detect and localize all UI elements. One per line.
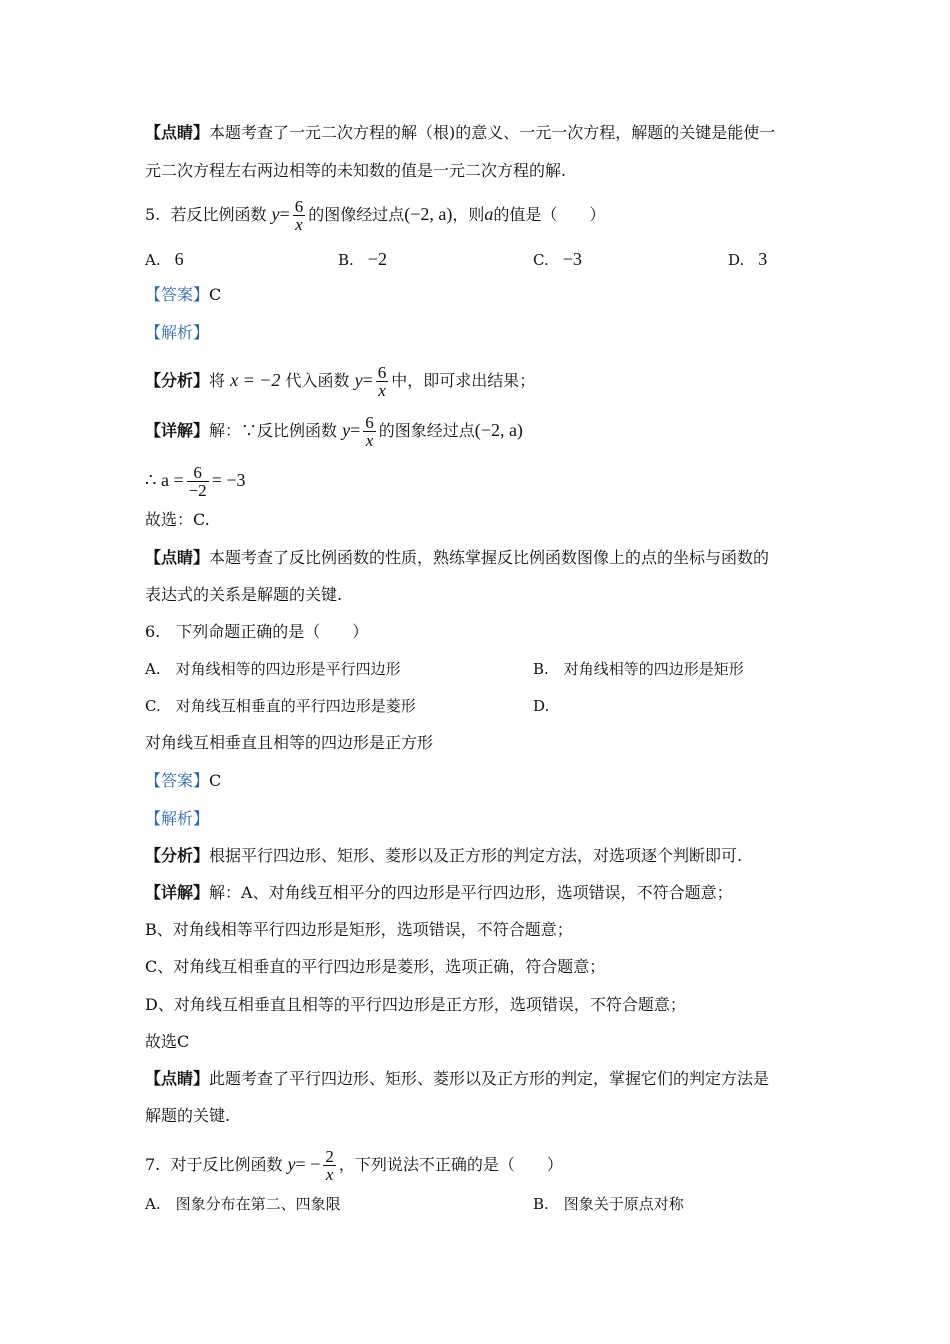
q6-choose: 故选C — [145, 1032, 190, 1051]
q6-stem: 6. 下列命题正确的是（ ） — [145, 622, 369, 641]
q5-xiangjie: 【详解】解：∵反比例函数 y= $\frac{6}{x}$ 的图象经过点(−2, a) — [145, 413, 523, 450]
q6-answer: 【答案】C — [145, 771, 222, 790]
prev-dianjing-line1: 【点睛】本题考查了一元二次方程的解（根)的意义、一元一次方程，解题的关键是能使一 — [145, 123, 776, 142]
prev-dianjing-line2: 元二次方程左右两边相等的未知数的值是一元二次方程的解. — [145, 161, 567, 180]
q6-line-b: B、对角线相等平行四边形是矩形，选项错误，不符合题意； — [145, 920, 573, 939]
q6-line-d: D、对角线互相垂直且相等的平行四边形是正方形，选项错误，不符合题意； — [145, 995, 686, 1014]
q7-fraction: $\frac{2}{x}$ — [325, 1147, 334, 1184]
q5-calc: ∴ a = $\frac{6}{-2}$ = −3 — [145, 463, 246, 500]
q6-xiangjie: 【详解】解：A、对角线互相平分的四边形是平行四边形，选项错误，不符合题意； — [145, 883, 733, 902]
q5-option-c: C. −3 — [533, 249, 582, 269]
q6-option-b: B. 对角线相等的四边形是矩形 — [533, 660, 744, 678]
q5-option-d: D. 3 — [728, 249, 768, 269]
q6-dianjing-line1: 【点睛】此题考查了平行四边形、矩形、菱形以及正方形的判定，掌握它们的判定方法是 — [145, 1069, 770, 1088]
q6-line-c: C、对角线互相垂直的平行四边形是菱形，选项正确，符合题意； — [145, 957, 606, 976]
q6-option-d: D. — [533, 697, 550, 715]
q5-dianjing-line1: 【点睛】本题考查了反比例函数的性质，熟练掌握反比例函数图像上的点的坐标与函数的 — [145, 548, 770, 567]
q6-option-d-text: 对角线互相垂直且相等的四边形是正方形 — [145, 733, 434, 752]
q5-fenxi: 【分析】将 x = −2 代入函数 y= $\frac{6}{x}$ 中，即可求出结果； — [145, 363, 536, 400]
q5-stem: 5. 若反比例函数 y= $\frac{6}{x}$ 的图像经过点(−2, a)，则a的值是（ ） — [145, 197, 606, 234]
q5-option-b: B. −2 — [338, 249, 387, 269]
q5-fraction: $\frac{6}{x}$ — [294, 197, 304, 234]
q7-option-b: B. 图象关于原点对称 — [533, 1195, 684, 1213]
q5-jiexi-tag: 【解析】 — [145, 323, 210, 342]
q5-answer: 【答案】C — [145, 285, 222, 304]
q6-option-c: C. 对角线互相垂直的平行四边形是菱形 — [145, 697, 416, 715]
q7-option-a: A. 图象分布在第二、四象限 — [145, 1195, 341, 1213]
q6-jiexi-tag: 【解析】 — [145, 809, 210, 828]
q5-dianjing-line2: 表达式的关系是解题的关键. — [145, 585, 343, 604]
q5-option-a: A. 6 — [145, 249, 184, 269]
q6-option-a: A. 对角线相等的四边形是平行四边形 — [145, 660, 401, 678]
q7-stem: 7. 对于反比例函数 y= − $\frac{2}{x}$ ，下列说法不正确的是（ ） — [145, 1147, 563, 1184]
dianjing-tag: 【点睛】 — [145, 123, 210, 142]
q5-choose: 故选：C. — [145, 510, 210, 529]
q6-fenxi: 【分析】根据平行四边形、矩形、菱形以及正方形的判定方法，对选项逐个判断即可. — [145, 846, 743, 865]
q6-dianjing-line2: 解题的关键. — [145, 1106, 231, 1125]
